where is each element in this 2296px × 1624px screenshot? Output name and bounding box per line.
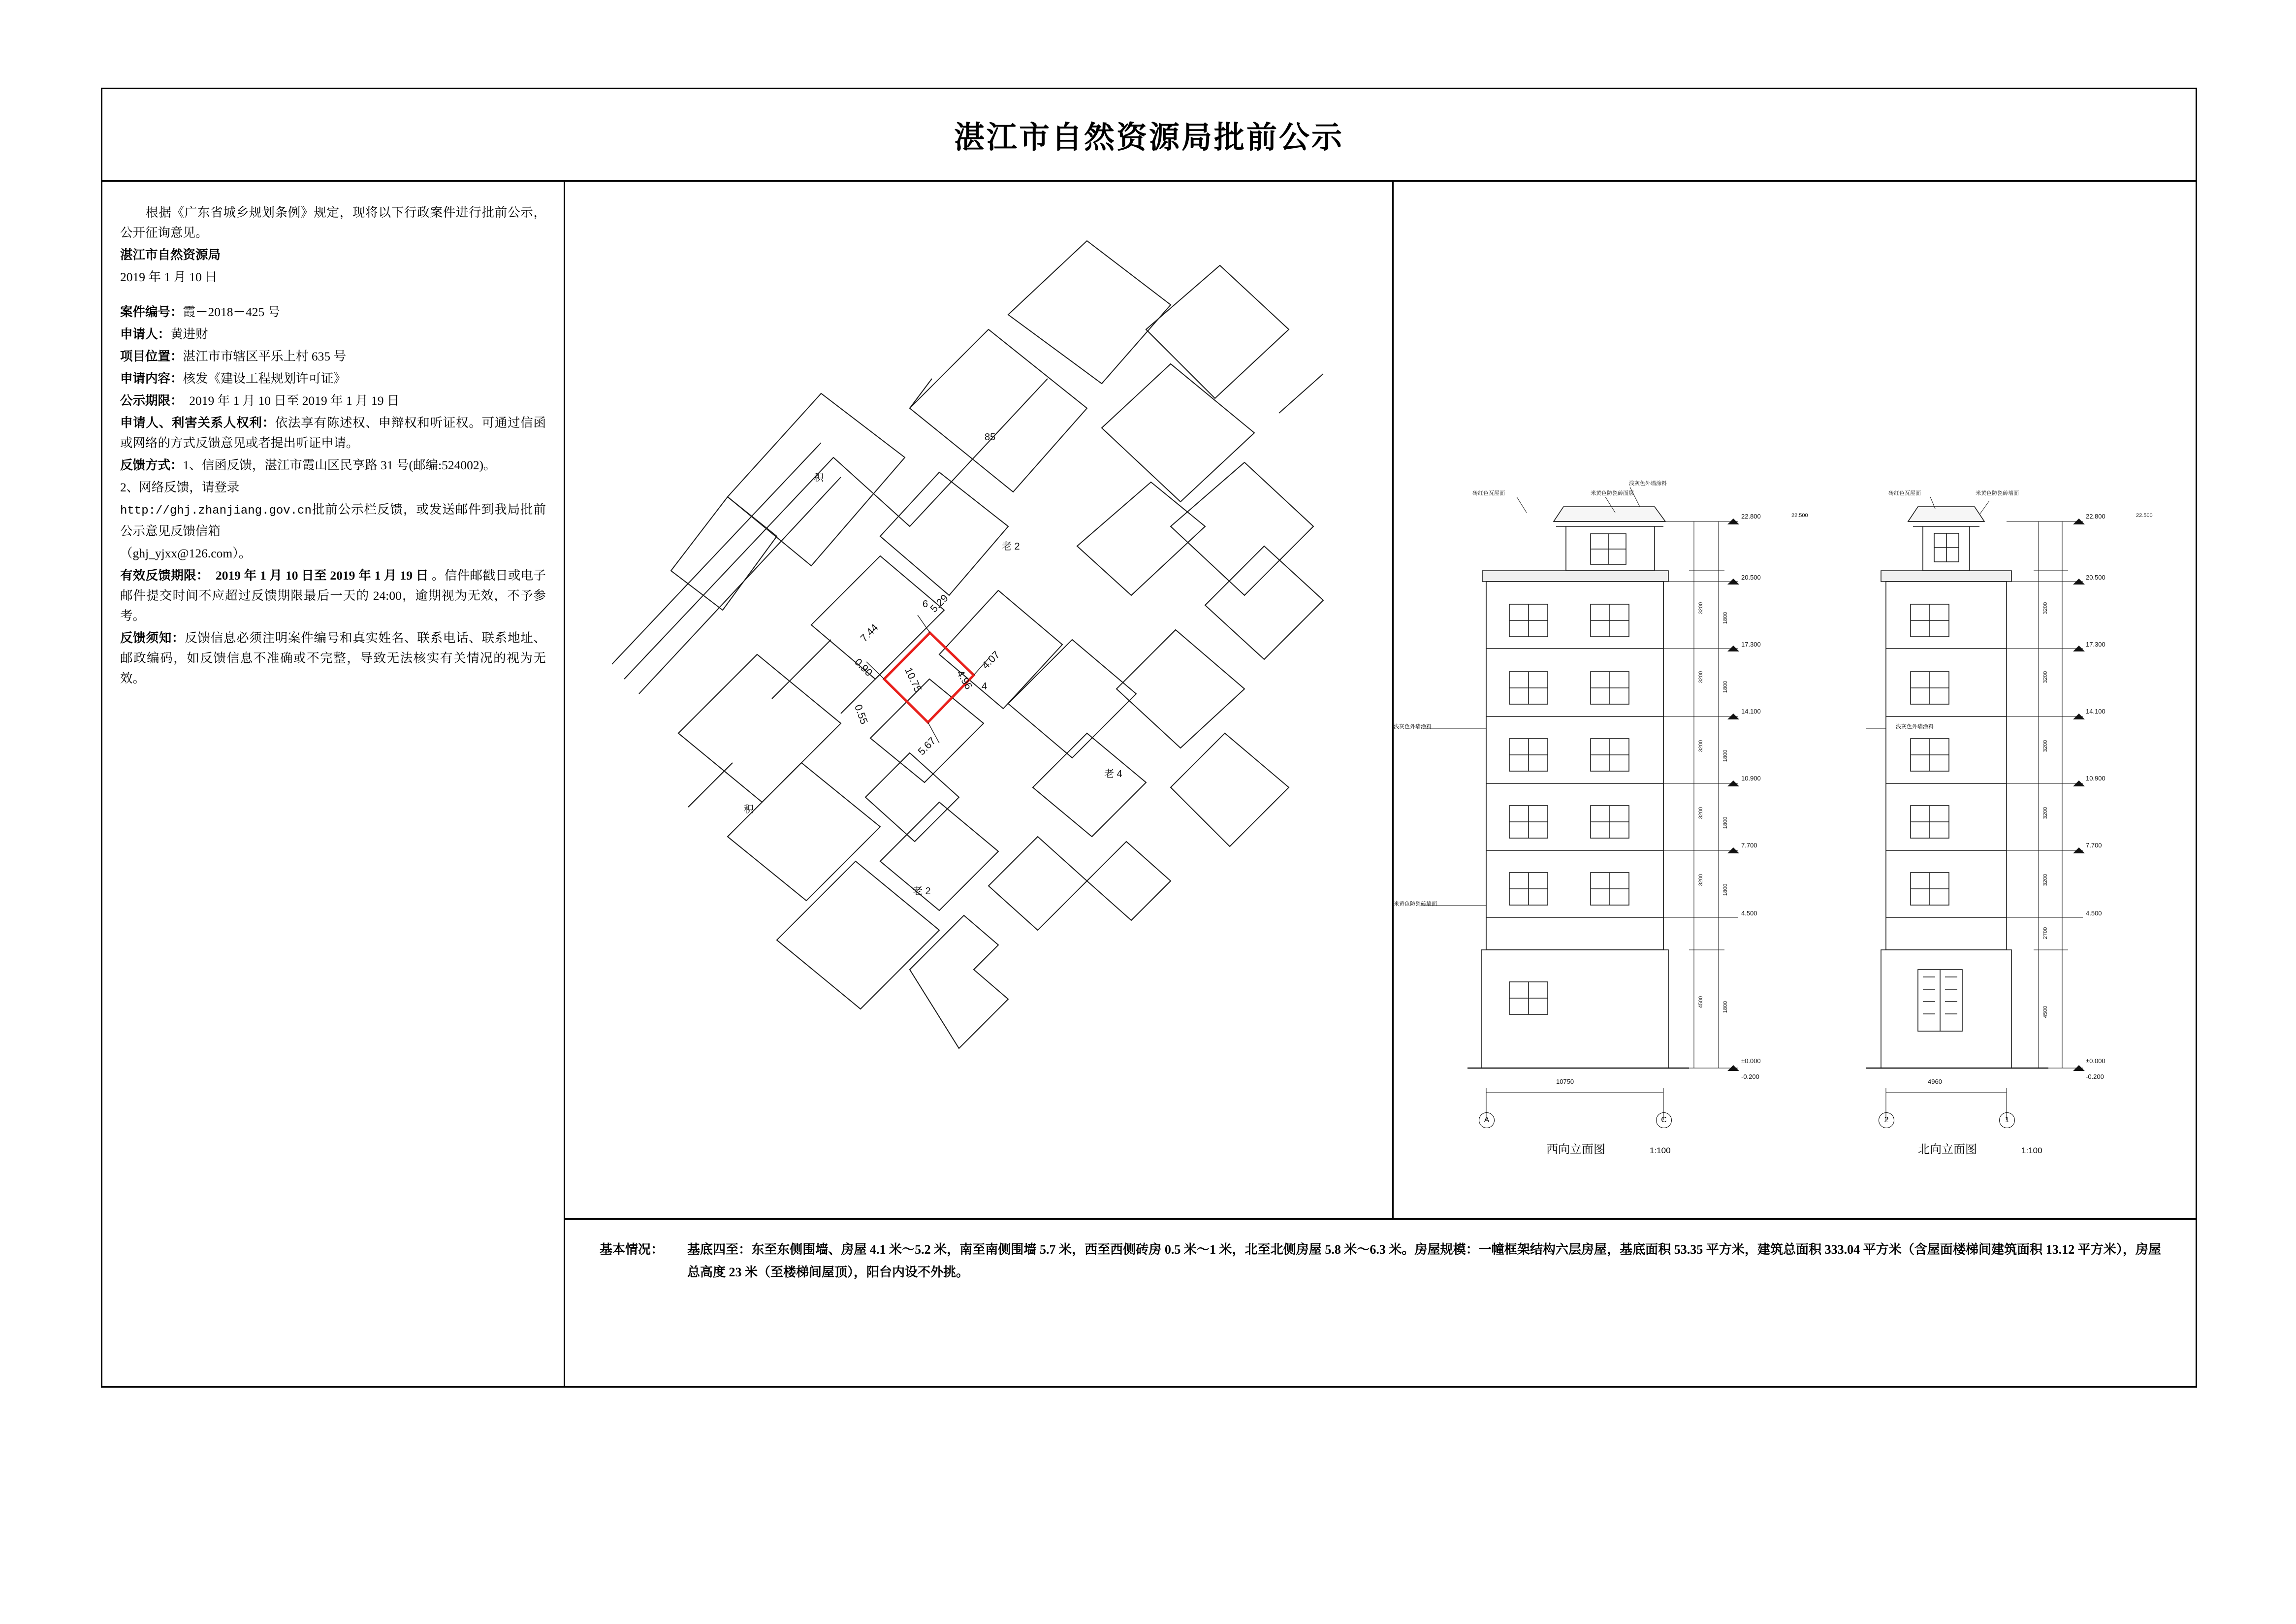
parcel-number: 老 2 <box>913 886 931 897</box>
riser-dim: 3200 <box>2042 671 2049 683</box>
level-label: 7.700 <box>1741 842 1757 849</box>
instructions-text: 反馈信息必须注明案件编号和真实姓名、联系电话、联系地址、邮政编码，如反馈信息不准确或不完整，导致无法核实有关情况的视为无效。 <box>120 631 546 685</box>
riser-subdim: 1800 <box>1722 1001 1729 1013</box>
field-period-value: 2019 年 1 月 10 日至 2019 年 1 月 19 日 <box>189 393 400 408</box>
field-location <box>120 346 546 366</box>
riser-subdim: 1800 <box>1722 681 1729 693</box>
field-content-value: 核发《建设工程规划许可证》 <box>183 371 347 386</box>
riser-dim: 3200 <box>2042 874 2049 886</box>
level-label: 17.300 <box>1741 641 1761 648</box>
field-applicant-value: 黄进财 <box>170 327 208 341</box>
drawings-area <box>565 182 2196 1388</box>
riser-dim: 4500 <box>1698 996 1704 1008</box>
riser-dim: 2700 <box>2042 927 2049 940</box>
level-label: 7.700 <box>2086 842 2102 849</box>
title-band <box>102 89 2196 182</box>
field-location-label: 项目位置： <box>120 349 183 363</box>
parcel-number: 积 <box>814 473 824 484</box>
field-location-value: 湛江市市辖区平乐上村 635 号 <box>183 349 347 363</box>
level-label-right: 22.500 <box>1791 513 1808 519</box>
page-title: 湛江市自然资源局批前公示 <box>954 121 1344 155</box>
feedback-label-row <box>120 455 546 475</box>
basic-info-text: 基底四至：东至东侧围墙、房屋 4.1 米～5.2 米，南至南侧围墙 5.7 米，西至西侧砖房 0.5 米～1 米，北至北侧房屋 5.8 米～6.3 米。房屋规模：一幢框架结构六层房屋，基底面积 53.35 平方米，建筑总面积 333.04 平方米（含屋面楼梯间建筑面积 13.12 平方米），房屋总高度 23 米（至楼梯间屋顶），阳台内设不外挑。 <box>687 1242 2161 1279</box>
elevation-scale: 1:100 <box>2021 1146 2042 1155</box>
level-label: 14.100 <box>1741 708 1761 715</box>
level-label: 10.900 <box>2086 775 2105 782</box>
riser-dim: 3200 <box>1698 671 1704 683</box>
notice-instructions <box>120 628 546 688</box>
elevation-caption: 北向立面图 <box>1918 1143 1977 1156</box>
riser-dim: 3200 <box>2042 602 2049 615</box>
parcel-number: 85 <box>985 432 996 443</box>
feedback-label: 反馈方式： <box>120 458 183 472</box>
level-label-right: 22.500 <box>2136 513 2153 519</box>
field-period <box>120 390 546 411</box>
feedback-email: （ghj_yjxx@126.com）。 <box>120 546 252 560</box>
riser-subdim: 1800 <box>1722 612 1729 624</box>
parcel-number: 6 <box>923 599 928 610</box>
parcel-dimension: 4.07 <box>980 649 1002 672</box>
axis-bubble: A <box>1479 1112 1495 1128</box>
instructions-label: 反馈须知： <box>120 631 185 645</box>
riser-dim: 4500 <box>2042 1006 2049 1018</box>
valid-period-value: 2019 年 1 月 10 日至 2019 年 1 月 19 日 <box>215 568 429 583</box>
elevation-drawings: 砖红色瓦屋面 米黄色防瓷砖面层 浅灰色外墙涂料 浅灰色外墙涂料 米黄色防瓷砖墙面 22.800 20.500 17.300 14.100 10.900 7.700 4.500 ±0.000 -0.200 22.500 3200 3200 3200 3200 3200 4500 1800 1800 1800 1800 1800 1800 10750 A C 西向立面图 1:100 砖红色瓦屋面 米黄色防瓷砖墙面 浅灰色外墙涂料 22.800 20.500 17.300 14.100 10.900 7.700 4.500 ±0.000 -0.200 22.500 3200 3200 3200 3200 3200 2700 4500 4960 2 1 北向立面图 1:100 <box>1394 182 2197 1220</box>
level-label: 4.500 <box>2086 909 2102 917</box>
notice-issuer: 湛江市自然资源局 <box>120 248 221 262</box>
field-applicant <box>120 324 546 344</box>
field-applicant-label: 申请人： <box>120 327 171 341</box>
notice-issue-date: 2019 年 1 月 10 日 <box>120 270 218 284</box>
field-period-label: 公示期限： <box>120 393 183 408</box>
level-label: 22.800 <box>1741 513 1761 520</box>
parcel-dimension: 7.44 <box>858 622 881 645</box>
level-label: ±0.000 <box>1741 1057 1761 1065</box>
elevation-caption: 西向立面图 <box>1546 1143 1605 1156</box>
parcel-dimension: 0.90 <box>852 656 875 679</box>
valid-period-label: 有效反馈期限： <box>120 568 209 583</box>
riser-dim: 3200 <box>2042 807 2049 819</box>
riser-dim: 3200 <box>1698 602 1704 615</box>
overall-width: 10750 <box>1556 1078 1574 1085</box>
site-map <box>565 182 1392 1220</box>
field-case-number-label: 案件编号： <box>120 305 183 319</box>
notice-column <box>102 182 565 1388</box>
riser-dim: 3200 <box>1698 807 1704 819</box>
level-label: 14.100 <box>2086 708 2105 715</box>
axis-bubble: 1 <box>1999 1112 2015 1128</box>
notice-intro: 根据《广东省城乡规划条例》规定，现将以下行政案件进行批前公示，公开征询意见。 <box>120 205 546 240</box>
level-label: -0.200 <box>2086 1073 2104 1080</box>
elevation-scale: 1:100 <box>1650 1146 1671 1155</box>
axis-bubble: 2 <box>1879 1112 1894 1128</box>
parcel-dimension: 4.96 <box>954 668 975 692</box>
level-label: 20.500 <box>1741 574 1761 581</box>
rights-paragraph <box>120 413 546 453</box>
elevation-svg <box>1394 182 2197 1220</box>
parcel-dimension: 5.29 <box>928 592 951 615</box>
riser-subdim: 1800 <box>1722 749 1729 762</box>
valid-period-note: 。信件邮戳日或电子邮件提交时间不应超过反馈期限最后一天的 24:00，逾期视为无效，不予参考。 <box>120 568 546 623</box>
level-label: 10.900 <box>1741 775 1761 782</box>
field-case-number-value: 霞－2018－425 号 <box>183 305 281 319</box>
field-content <box>120 368 546 389</box>
level-label: -0.200 <box>1741 1073 1759 1080</box>
parcel-number: 老 4 <box>1104 769 1122 780</box>
riser-dim: 3200 <box>1698 874 1704 886</box>
riser-subdim: 1800 <box>1722 883 1729 896</box>
parcel-dimension: 5.67 <box>916 735 938 758</box>
basic-info-label: 基本情况： <box>600 1242 664 1257</box>
site-map-svg <box>565 182 1392 1220</box>
parcel-number: 老 2 <box>1002 541 1020 552</box>
parcel-dimension: 10.75 <box>902 666 924 694</box>
feedback-method-1: 1、信函反馈，湛江市霞山区民享路 31 号(邮编:524002)。 <box>183 458 496 472</box>
level-label: 22.800 <box>2086 513 2105 520</box>
parcel-dimension: 0.55 <box>852 703 870 726</box>
feedback-url-tail: 批前公示栏反馈，或发送邮件到我局批前公示意见反馈信箱 <box>120 502 546 538</box>
document-frame <box>101 88 2197 1388</box>
feedback-url-row <box>120 499 546 541</box>
feedback-method-2: 2、网络反馈，请登录 <box>120 480 240 494</box>
basic-info-box <box>565 1220 2196 1388</box>
drawing-box <box>565 182 2196 1220</box>
overall-width: 4960 <box>1928 1078 1942 1085</box>
parcel-number: 积 <box>744 804 754 815</box>
valid-period-row <box>120 565 546 626</box>
riser-dim: 3200 <box>2042 740 2049 752</box>
level-label: ±0.000 <box>2086 1057 2105 1065</box>
level-label: 17.300 <box>2086 641 2105 648</box>
level-label: 4.500 <box>1741 909 1757 917</box>
riser-dim: 3200 <box>1698 740 1704 752</box>
rights-label: 申请人、利害关系人权利： <box>120 416 275 430</box>
parcel-number: 4 <box>982 681 988 692</box>
level-label: 20.500 <box>2086 574 2105 581</box>
rights-text: 依法享有陈述权、申辩权和听证权。可通过信函或网络的方式反馈意见或者提出听证申请。 <box>120 416 546 450</box>
feedback-url: http://ghj.zhanjiang.gov.cn <box>120 504 312 518</box>
axis-bubble: C <box>1656 1112 1672 1128</box>
field-case-number <box>120 302 546 322</box>
field-content-label: 申请内容： <box>120 371 183 386</box>
riser-subdim: 1800 <box>1722 816 1729 829</box>
